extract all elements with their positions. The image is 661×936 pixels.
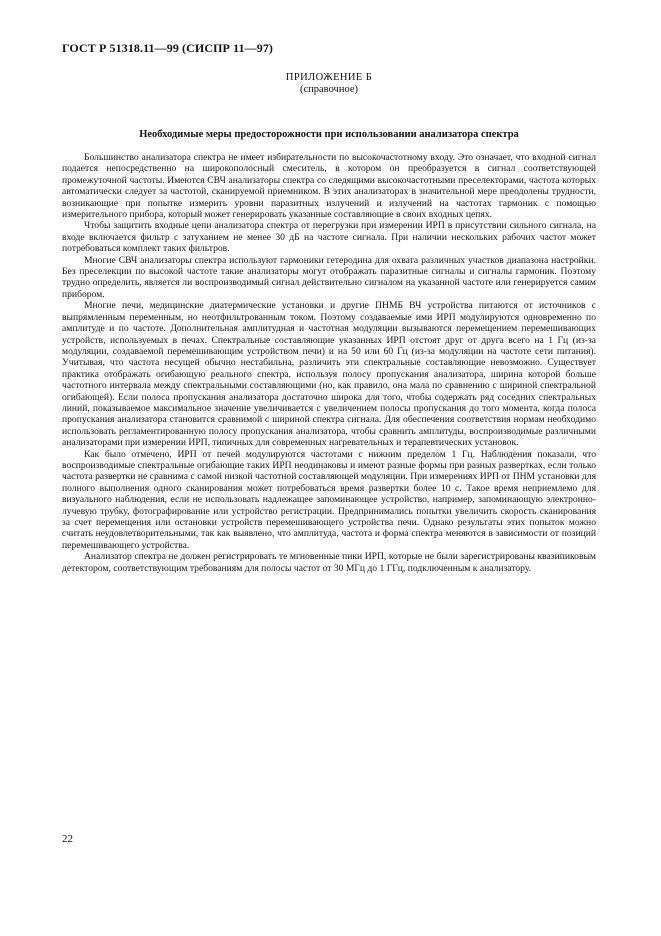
paragraph-6: Анализатор спектра не должен регистрировать те мгновенные пики ИРП, которые не были зарегистрированы квазипиковым детектором, соответствующим требованиям для полосы частот от 30 МГц до 1 ГГц, подключенным к анализатору.: [62, 551, 596, 574]
paragraph-4: Многие печи, медицинские диатермические установки и другие ПНМБ ВЧ устройства питаются от источников с выпрямленным переменным, но неотфильтрованным током. Поэтому создаваемые ими ИРП модулируются одновременно по амплитуде и по частоте. Дополнительная амплитудная и частотная модуляции вызываются перемещением перемешивающих устройств, используемых в печах. Спектральные составляющие указанных ИРП отстоят друг от друга всего на 1 Гц (из-за модуляции, создаваемой перемешивающим устройством печи) и на 50 или 60 Гц (из-за модуляции на частоте сети питания). Учитывая, что частота несущей обычно нестабильна, различить эти спектральные составляющие невозможно. Существует практика отображать огибающую реального спектра, используя полосу пропускания анализатора, ширина которой больше частотного интервала между спектральными составляющими (но, как правило, она мала по сравнению с шириной спектральной огибающей). Если полоса пропускания анализатора достаточно широка для того, чтобы содержать ряд соседних спектральных линий, показываемое максимальное значение увеличивается с увеличением полосы пропускания до того момента, когда полоса пропускания анализатора становится сравнимой с шириной спектра сигнала. Для обеспечения соответствия нормам необходимо использовать регламентированную полосу пропускания анализатора, чтобы сравнить амплитуды, воспроизводимые различными анализаторами при измерении ИРП, типичных для современных нагревательных и терапевтических установок.: [62, 300, 596, 449]
paragraph-5: Как было отмечено, ИРП от печей модулируются частотами с нижним пределом 1 Гц. Наблюдения показали, что воспроизводимые спектральные огибающие таких ИРП неодинаковы и имеют разные формы при разных развертках, если только частота развертки не сравнима с самой низкой частотной составляющей модуляции. При измерениях ИРП от ПНМ установки для полного выполнения одного сканирования может потребоваться время развертки более 10 с. Такое время неприемлемо для визуального наблюдения, если не использовать надлежащее запоминающее устройство, например, запоминающую электронно-лучевую трубку, фотографирование или устройство регистрации. Предпринимались попытки увеличить скорость сканирования за счет перемещения или остановки устройств перемешивающего устройства печи. Однако результаты этих попыток можно считать неудовлетворительными, так как выявлено, что амплитуда, частота и форма спектра меняются в зависимости от позиций перемешивающего устройства.: [62, 448, 596, 551]
appendix-subtitle: (справочное): [300, 84, 358, 95]
section-title: Необходимые меры предосторожности при использовании анализатора спектра: [139, 129, 519, 140]
page-number: 22: [62, 833, 73, 845]
paragraph-2: Чтобы защитить входные цепи анализатора спектра от перегрузки при измерении ИРП в присутствии сильного сигнала, на входе включается фильтр с затуханием не менее 30 дБ на частоте сигнала. При наличии нескольких рабочих частот может потребоваться комплект таких фильтров.: [62, 220, 596, 255]
body-text: [62, 152, 596, 574]
appendix-heading: [62, 72, 596, 96]
paragraph-1: Большинство анализатора спектра не имеет избирательности по высокочастотному входу. Это означает, что входной сигнал подается непосредственно на широкополосный смеситель, в котором он преобразуется в сигнал соответствующей промежуточной частоты. Имеются СВЧ анализаторы спектра со следящими высокочастотными преселекторами, частота которых автоматически следует за частотой, сканируемой приемником. В этих анализаторах в значительной мере преодолены трудности, возникающие при попытке измерить уровни паразитных излучений и излучений на частотах гармоник с помощью измерительного прибора, который может генерировать указанные составляющие в своих входных цепях.: [62, 152, 596, 221]
standard-header: ГОСТ Р 51318.11—99 (СИСПР 11—97): [62, 41, 274, 55]
paragraph-3: Многие СВЧ анализаторы спектра используют гармоники гетеродина для охвата различных участков диапазона настройки. Без преселекции по высокой частоте такие анализаторы могут отображать паразитные сигналы и сигналы гармоник. Поэтому трудно определить, является ли воспроизводимый сигнал действительно сигналом на указанной частоте или генерируется самим прибором.: [62, 254, 596, 300]
appendix-title: ПРИЛОЖЕНИЕ Б: [285, 72, 373, 83]
